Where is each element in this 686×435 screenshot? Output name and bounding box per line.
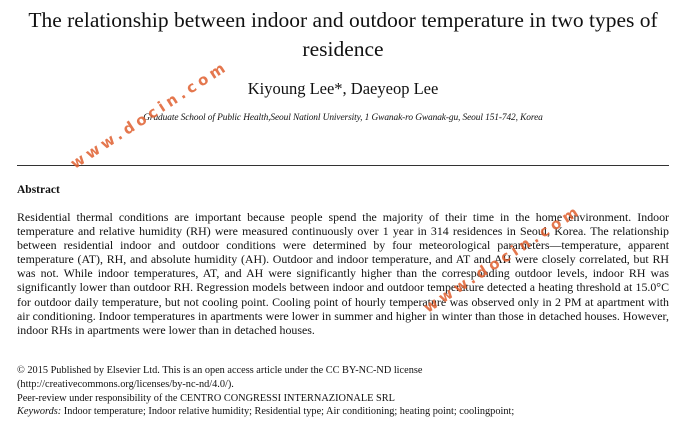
- affiliation: Graduate School of Public Health,Seoul Nationl University, 1 Gwanak-ro Gwanak-gu, Seoul 151-742, Korea: [143, 113, 543, 123]
- abstract-body: Residential thermal conditions are important because people spend the majority of their time in the home environment. Indoor temperature and relative humidity (RH) were measured continuously over 1 year in 314 residences in Seoul, Korea. The relationship between residential indoor and outdoor conditions were determined by four meteorological parameters—temperature, apparent temperature (AT), RH, and absolute humidity (AH). Outdoor and indoor temperature, and AT and AH were closely correlated, but RH was not. While indoor temperatures, AT, and AH were significantly higher than the corresponding outdoor levels, indoor RH was significantly lower than outdoor RH. Regression models between indoor and outdoor temperature detected a heating threshold at 15.0°C for outdoor daily temperature, but not cooling point. Cooling point of hourly temperature was observed only in 2 PM at apartment with air conditioning. Indoor temperatures in apartments were lower in summer and higher in winter than those in detached houses. However, indoor RHs in apartments were lower than in detached houses.: [17, 210, 669, 337]
- header-divider: [17, 165, 669, 166]
- license-link[interactable]: (http://creativecommons.org/licenses/by-nc-nd/4.0/).: [17, 378, 234, 390]
- author-list: Kiyoung Lee*, Daeyeop Lee: [247, 79, 439, 98]
- keywords-label: Keywords:: [17, 406, 62, 418]
- peer-review-note: Peer-review under responsibility of the CENTRO CONGRESSI INTERNAZIONALE SRL: [17, 392, 395, 404]
- keywords-text: Indoor temperature; Indoor relative humidity; Residential type; Air conditioning; heating point; coolingpoint;: [61, 406, 515, 418]
- paper-title: The relationship between indoor and outdoor temperature in two types of residence: [28, 8, 658, 61]
- copyright-line: © 2015 Published by Elsevier Ltd. This is an open access article under the CC BY-NC-ND license: [17, 365, 423, 376]
- watermark-docin: www.docin.com: [67, 56, 232, 173]
- keywords-line: [17, 405, 669, 419]
- abstract-heading: Abstract: [17, 184, 60, 196]
- article-footer: [17, 364, 669, 419]
- watermark-docin-alt: www.docin.com: [420, 200, 585, 317]
